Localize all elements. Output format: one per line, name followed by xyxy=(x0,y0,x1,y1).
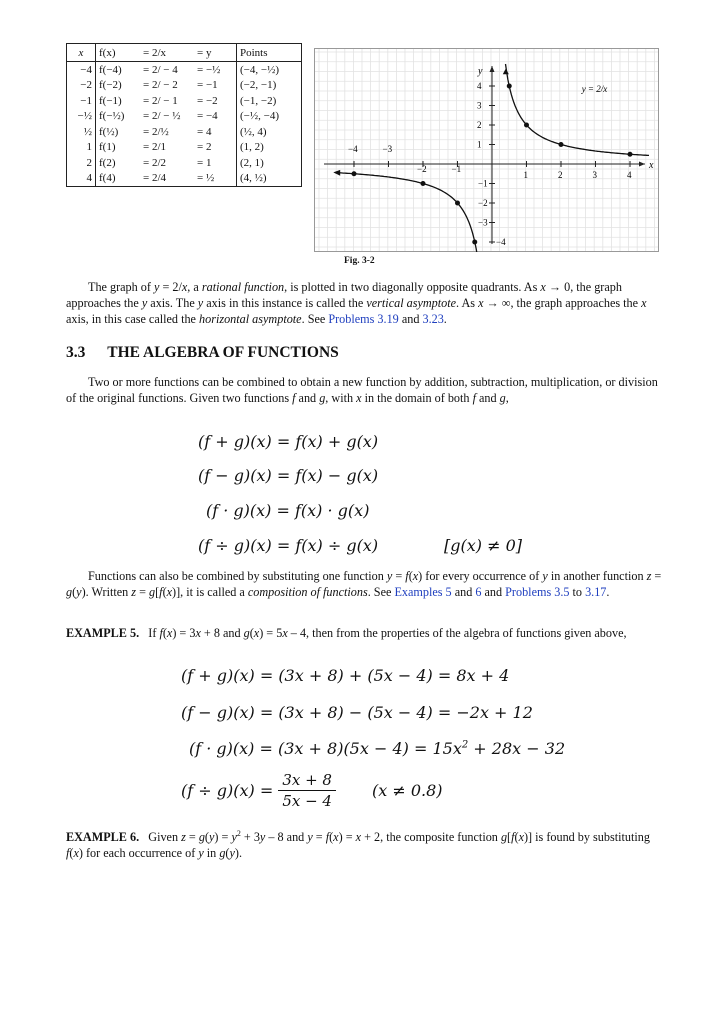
table-cell-point: (2, 1) xyxy=(240,156,264,169)
section-heading xyxy=(66,344,339,362)
x-tick-label: 3 xyxy=(592,170,597,180)
table-row xyxy=(67,109,301,125)
table-cell-expr: = 2/4 xyxy=(143,172,167,185)
y-tick-label: −1 xyxy=(478,178,488,189)
table-cell-point: (−½, −4) xyxy=(240,110,279,123)
paragraph-rational-function: The graph of y = 2/x, a rational function, is plotted in two diagonally opposite quadrants. As x → 0, the graph approaches the y axis. The y axis in this instance is called the vertical asymptote. As x → ∞, the graph approaches the x axis, in this case called the horizontal asymptote. See Problems 3.19 and 3.23. xyxy=(66,280,647,326)
def-quotient-condition: [g(x) ≠ 0] xyxy=(444,536,522,555)
table-cell-y: = −4 xyxy=(194,109,237,125)
table-cell-y: = 2 xyxy=(194,140,237,156)
y-axis-label: y xyxy=(478,66,483,77)
table-row xyxy=(67,140,301,156)
table-cell-fx: f(−½) xyxy=(99,110,125,123)
table-cell-point: (−1, −2) xyxy=(240,94,277,107)
y-tick-label: −4 xyxy=(496,237,506,247)
table-cell-point: (−2, −1) xyxy=(240,79,277,92)
table-cell-expr: = 2/2 xyxy=(143,156,167,169)
table-row xyxy=(67,124,301,140)
rational-function-graph xyxy=(314,48,659,252)
values-table-wrap xyxy=(66,43,302,187)
figure-caption: Fig. 3-2 xyxy=(344,256,375,266)
y-tick-label: 4 xyxy=(477,81,482,91)
table-cell-x: −1 xyxy=(67,93,96,109)
paragraph-algebra-intro: Two or more functions can be combined to obtain a new function by addition, subtraction, multiplication, or division of the original functions. Given two functions f and g, with x in the domain of both f and g, xyxy=(66,375,658,405)
table-header-row xyxy=(67,44,301,62)
table-row xyxy=(67,155,301,171)
table-cell-y: = −1 xyxy=(194,78,237,94)
table-cell-point: (−4, −½) xyxy=(240,63,279,76)
table-cell-point: (1, 2) xyxy=(240,141,264,154)
table-cell-x: 4 xyxy=(67,171,96,187)
example-6-label: EXAMPLE 6. xyxy=(66,830,140,845)
table-cell-y: = ½ xyxy=(194,171,237,187)
link-problem-3-23[interactable]: 3.23 xyxy=(422,312,444,326)
table-cell-expr: = 2/ − 4 xyxy=(143,63,178,76)
table-row xyxy=(67,171,301,187)
table-cell-expr: = 2/ − 2 xyxy=(143,79,178,92)
data-point xyxy=(455,201,460,206)
data-point xyxy=(524,123,529,128)
col-header-y: = y xyxy=(194,44,237,62)
data-point xyxy=(628,152,633,157)
table-cell-x: ½ xyxy=(67,124,96,140)
table-cell-point: (½, 4) xyxy=(240,125,267,138)
def-quotient: (f ÷ g)(x) = f(x) ÷ g(x) xyxy=(198,536,379,555)
data-point xyxy=(472,240,477,245)
x-tick-label: −1 xyxy=(451,164,462,174)
x-tick-label: −3 xyxy=(382,144,393,154)
values-table xyxy=(67,44,301,186)
col-header-fx: f(x) xyxy=(96,44,141,62)
example-5-sum: (f + g)(x) = (3x + 8) + (5x − 4) = 8x + 4 xyxy=(181,666,510,685)
table-cell-expr: = 2/ − 1 xyxy=(143,94,178,107)
def-sum: (f + g)(x) = f(x) + g(x) xyxy=(198,432,379,451)
paragraph-composition: Functions can also be combined by substituting one function y = f(x) for every occurrence of y in another function z = g(y). Written z = g[f(x)], it is called a composition of functions. See Examples 5 and 6 and Problems 3.5 to 3.17. xyxy=(66,569,662,599)
x-axis-label: x xyxy=(649,160,654,171)
table-cell-fx: f(−4) xyxy=(99,63,122,76)
example-5-difference: (f − g)(x) = (3x + 8) − (5x − 4) = −2x + 12 xyxy=(181,703,533,722)
example-5-quotient-condition: (x ≠ 0.8) xyxy=(371,781,443,800)
table-cell-fx: f(2) xyxy=(99,156,116,169)
data-point xyxy=(507,84,512,89)
table-cell-x: −2 xyxy=(67,78,96,94)
x-tick-label: −2 xyxy=(417,164,427,174)
table-cell-point: (4, ½) xyxy=(240,172,267,185)
table-cell-x: 1 xyxy=(67,140,96,156)
link-problems-3-19[interactable]: Problems 3.19 xyxy=(328,312,399,326)
section-title: THE ALGEBRA OF FUNCTIONS xyxy=(107,344,339,361)
table-cell-expr: = 2/½ xyxy=(143,125,169,138)
def-product: (f · g)(x) = f(x) · g(x) xyxy=(206,501,370,520)
table-cell-x: −4 xyxy=(67,62,96,78)
y-tick-label: 3 xyxy=(477,100,482,111)
y-tick-label: −3 xyxy=(478,217,488,228)
example-5-quotient-fraction: $\frac{3x + 8}{5x - 4}$ xyxy=(278,770,336,811)
table-cell-fx: f(½) xyxy=(99,125,119,138)
table-cell-y: = 1 xyxy=(194,155,237,171)
example-5-quotient: (f ÷ g)(x) = $\frac{3x + 8}{5x - 4}$ (x ≠ 0.8) xyxy=(181,771,443,810)
link-example-6[interactable]: 6 xyxy=(475,585,482,599)
link-problems-3-5[interactable]: Problems 3.5 xyxy=(505,585,570,599)
table-cell-fx: f(−2) xyxy=(99,79,122,92)
table-cell-y: = −½ xyxy=(194,62,237,78)
table-cell-fx: f(1) xyxy=(99,141,116,154)
table-row xyxy=(67,62,301,78)
table-cell-fx: f(−1) xyxy=(99,94,122,107)
table-cell-expr: = 2/ − ½ xyxy=(143,110,181,123)
def-difference: (f − g)(x) = f(x) − g(x) xyxy=(198,466,379,485)
data-point xyxy=(352,171,357,176)
data-point xyxy=(559,142,564,147)
col-header-expr: = 2/x xyxy=(140,44,194,62)
y-tick-label: −2 xyxy=(478,198,488,208)
example-6-text: EXAMPLE 6. Given $z = g(y) = y^2 + 3y - 8$ and y = f(x) = x + 2, the composite function g[f(x)] is found by substituting f(x) for each occurrence of y in g(y). xyxy=(66,829,650,861)
table-cell-fx: f(4) xyxy=(99,172,116,185)
table-cell-y: = −2 xyxy=(194,93,237,109)
x-tick-label: −4 xyxy=(348,144,358,154)
table-cell-x: 2 xyxy=(67,155,96,171)
data-point xyxy=(421,181,426,186)
example-5-product: $(f \cdot g)(x) = (3x + 8)(5x - 4) = 15x^2 + 28x - 32$ xyxy=(189,739,566,758)
table-cell-expr: = 2/1 xyxy=(143,141,167,154)
col-header-x: x xyxy=(67,44,96,62)
link-examples-5[interactable]: Examples 5 xyxy=(394,585,452,599)
col-header-points: Points xyxy=(237,44,302,62)
table-row xyxy=(67,93,301,109)
figure-graph xyxy=(314,48,659,252)
example-5-label: EXAMPLE 5. xyxy=(66,626,140,640)
y-tick-label: 1 xyxy=(477,139,482,150)
x-tick-label: 4 xyxy=(627,170,632,180)
table-cell-x: −½ xyxy=(67,109,96,125)
table-cell-y: = 4 xyxy=(194,124,237,140)
curve-label: y = 2/x xyxy=(581,83,608,94)
link-problem-3-17[interactable]: 3.17 xyxy=(585,585,607,599)
section-number: 3.3 xyxy=(66,344,86,361)
example-5-text: EXAMPLE 5. If f(x) = 3x + 8 and g(x) = 5x – 4, then from the properties of the algebra of functions given above, xyxy=(66,626,627,640)
x-tick-label: 1 xyxy=(523,170,528,180)
y-tick-label: 2 xyxy=(477,120,482,130)
x-tick-label: 2 xyxy=(558,170,563,180)
table-row xyxy=(67,78,301,94)
